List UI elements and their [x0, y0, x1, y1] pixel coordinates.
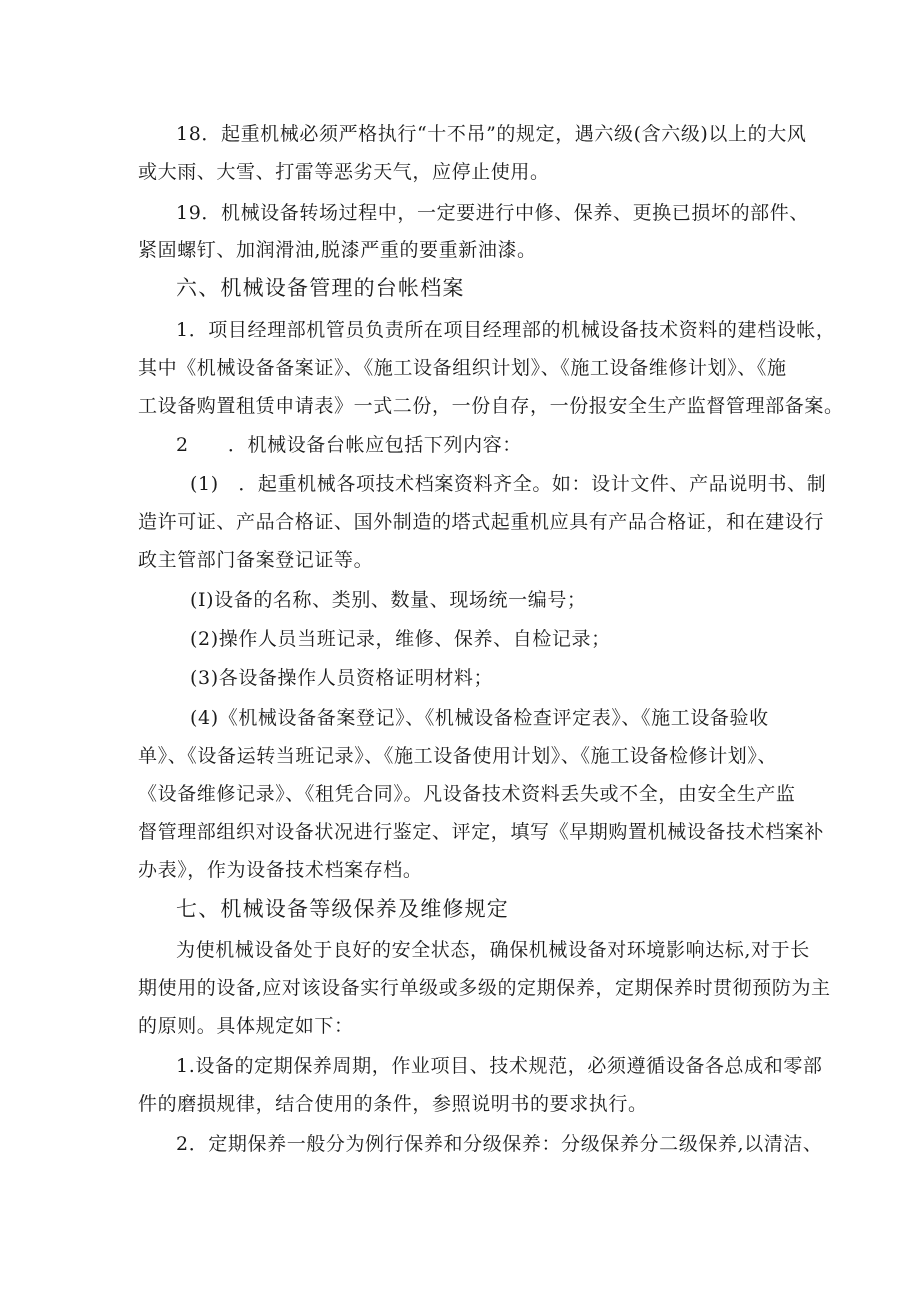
sec6-sub-1-line-3: 政主管部门备案登记证等。	[138, 549, 374, 571]
sec6-item-1-line-2: 其中《机械设备备案证》、《施工设备组织计划》、《施工设备维修计划》、《施	[138, 357, 787, 379]
section-7-heading: 七、机械设备等级保养及维修规定	[176, 897, 509, 921]
sec6-list-item-3: (3)各设备操作人员资格证明材料；	[190, 667, 494, 689]
sec6-list-item-2: (2)操作人员当班记录，维修、保养、自检记录；	[190, 628, 611, 650]
sec6-item-1-line-3: 工设备购置租赁申请表》一式二份，一份自存，一份报安全生产监督管理部备案。	[138, 395, 844, 417]
sec7-intro-line-2: 期使用的设备,应对该设备实行单级或多级的定期保养，定期保养时贯彻预防为主	[138, 977, 831, 999]
sec6-list-item-4-line-4: 督管理部组织对设备状况进行鉴定、评定，填写《早期购置机械设备技术档案补	[138, 821, 825, 843]
sec6-item-2-line: 2 ．机械设备台帐应包括下列内容：	[176, 434, 522, 456]
sec6-list-item-1: (I)设备的名称、类别、数量、现场统一编号；	[190, 589, 587, 611]
item-19-line-2: 紧固螺钉、加润滑油,脱漆严重的要重新油漆。	[138, 239, 537, 261]
sec6-list-item-4-line-5: 办表》，作为设备技术档案存档。	[138, 859, 423, 881]
item-19-line-1: 19．机械设备转场过程中，一定要进行中修、保养、更换已损坏的部件、	[176, 202, 809, 224]
sec6-list-item-4-line-3: 《设备维修记录》、《租凭合同》。凡设备技术资料丢失或不全，由安全生产监	[138, 783, 796, 805]
sec6-list-item-4-line-1: (4)《机械设备备案登记》、《机械设备检查评定表》、《施工设备验收	[190, 707, 769, 729]
sec7-item-1-line-2: 件的磨损规律，结合使用的条件，参照说明书的要求执行。	[138, 1093, 648, 1115]
section-6-heading: 六、机械设备管理的台帐档案	[176, 276, 465, 300]
item-18-line-1: 18．起重机械必须严格执行“十不吊”的规定，遇六级(含六级)以上的大风	[176, 123, 807, 145]
sec7-item-1-line-1: 1.设备的定期保养周期，作业项目、技术规范，必须遵循设备各总成和零部	[176, 1055, 823, 1077]
item-18-line-2: 或大雨、大雪、打雷等恶劣天气，应停止使用。	[138, 161, 550, 183]
sec6-item-1-line-1: 1．项目经理部机管员负责所在项目经理部的机械设备技术资料的建档设帐，	[176, 319, 836, 341]
sec7-item-2-line-1: 2．定期保养一般分为例行保养和分级保养：分级保养分二级保养,以清洁、	[176, 1133, 823, 1155]
sec6-sub-1-line-1: (1) ．起重机械各项技术档案资料齐全。如：设计文件、产品说明书、制	[190, 473, 827, 495]
sec6-sub-1-line-2: 造许可证、产品合格证、国外制造的塔式起重机应具有产品合格证，和在建设行	[138, 511, 825, 533]
sec6-list-item-4-line-2: 单》、《设备运转当班记录》、《施工设备使用计划》、《施工设备检修计划》、	[138, 745, 778, 767]
sec7-intro-line-3: 的原则。具体规定如下：	[138, 1015, 354, 1037]
sec7-intro-line-1: 为使机械设备处于良好的安全状态，确保机械设备对环境影响达标,对于长	[176, 939, 810, 961]
